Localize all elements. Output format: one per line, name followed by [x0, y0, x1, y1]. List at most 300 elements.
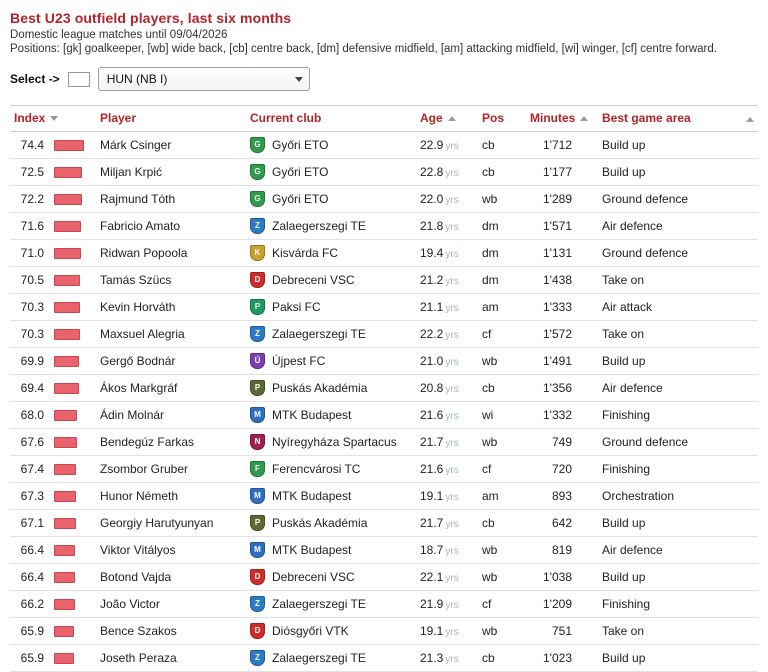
cell-age — [416, 186, 478, 213]
cell-club[interactable] — [246, 267, 416, 294]
best-game-area-value: Orchestration — [602, 489, 675, 503]
minutes-value: 1'572 — [543, 327, 572, 341]
column-header-best-game-area[interactable] — [598, 106, 758, 132]
club-name: Zalaegerszegi TE — [272, 651, 366, 665]
age-value: 21.7 — [420, 516, 444, 530]
column-label-minutes: Minutes — [530, 111, 576, 125]
club-crest-icon: N — [250, 434, 265, 450]
index-bar — [54, 302, 80, 313]
index-bar — [54, 437, 77, 448]
cell-best-game-area — [598, 132, 758, 159]
index-bar — [54, 518, 76, 529]
cell-age — [416, 294, 478, 321]
page-subtitle: Domestic league matches until 09/04/2026 — [10, 29, 228, 41]
position-value: wb — [482, 570, 498, 584]
age-value: 20.8 — [420, 381, 444, 395]
cell-index — [10, 456, 96, 483]
age-unit: yrs — [445, 465, 459, 476]
cell-minutes — [526, 564, 598, 591]
minutes-value: 1'712 — [543, 138, 572, 152]
club-name: Győri ETO — [272, 165, 329, 179]
table-row[interactable] — [10, 483, 758, 510]
cell-position — [478, 186, 526, 213]
cell-best-game-area — [598, 375, 758, 402]
best-game-area-value: Air attack — [602, 300, 653, 314]
cell-best-game-area — [598, 537, 758, 564]
index-value: 67.3 — [20, 489, 44, 503]
cell-minutes — [526, 213, 598, 240]
table-row[interactable] — [10, 510, 758, 537]
player-name: Hunor Németh — [100, 489, 179, 503]
page-title: Best U23 outfield players, last six months — [10, 10, 292, 26]
cell-player[interactable] — [96, 348, 246, 375]
table-row[interactable] — [10, 429, 758, 456]
position-value: cb — [482, 138, 495, 152]
club-name: MTK Budapest — [272, 543, 352, 557]
club-name: Győri ETO — [272, 138, 329, 152]
index-bar — [54, 356, 79, 367]
player-name: Ákos Markgráf — [100, 381, 178, 395]
cell-player[interactable] — [96, 429, 246, 456]
cell-index — [10, 348, 96, 375]
position-value: dm — [482, 219, 499, 233]
cell-index — [10, 240, 96, 267]
index-value: 70.3 — [20, 327, 44, 341]
cell-index — [10, 159, 96, 186]
player-name: Miljan Krpić — [100, 165, 163, 179]
club-crest-icon: Z — [250, 650, 265, 666]
age-unit: yrs — [445, 249, 459, 260]
best-game-area-value: Finishing — [602, 597, 651, 611]
position-value: wb — [482, 435, 498, 449]
index-value: 66.4 — [20, 570, 44, 584]
minutes-value: 749 — [551, 435, 572, 449]
select-label: Select -> — [10, 72, 60, 86]
cell-position — [478, 213, 526, 240]
column-header-minutes[interactable] — [526, 106, 598, 132]
cell-best-game-area — [598, 402, 758, 429]
position-value: dm — [482, 273, 499, 287]
cell-age — [416, 213, 478, 240]
column-label-index: Index — [14, 111, 46, 125]
position-value: cb — [482, 381, 495, 395]
club-crest-icon: D — [250, 272, 265, 288]
best-game-area-value: Ground defence — [602, 246, 689, 260]
best-game-area-value: Build up — [602, 570, 646, 584]
cell-age — [416, 537, 478, 564]
column-header-age[interactable] — [416, 106, 478, 132]
cell-age — [416, 267, 478, 294]
club-name: Paksi FC — [272, 300, 321, 314]
index-bar — [54, 383, 79, 394]
club-crest-icon: Ú — [250, 353, 265, 369]
hungary-flag-icon — [68, 72, 90, 87]
cell-age — [416, 375, 478, 402]
age-value: 21.3 — [420, 651, 444, 665]
cell-club[interactable] — [246, 348, 416, 375]
club-name: Debreceni VSC — [272, 273, 355, 287]
cell-player[interactable] — [96, 213, 246, 240]
position-value: cf — [482, 597, 492, 611]
index-value: 66.2 — [20, 597, 44, 611]
club-crest-icon: F — [250, 461, 265, 477]
best-game-area-value: Build up — [602, 651, 646, 665]
index-value: 72.5 — [20, 165, 44, 179]
index-value: 70.3 — [20, 300, 44, 314]
column-label-club: Current club — [250, 111, 322, 125]
position-value: wb — [482, 624, 498, 638]
minutes-value: 893 — [551, 489, 572, 503]
cell-best-game-area — [598, 348, 758, 375]
cell-age — [416, 132, 478, 159]
best-game-area-value: Take on — [602, 273, 645, 287]
table-row[interactable] — [10, 618, 758, 645]
minutes-value: 1'289 — [543, 192, 572, 206]
player-name: Kevin Horváth — [100, 300, 176, 314]
best-game-area-value: Take on — [602, 624, 645, 638]
table-row[interactable] — [10, 132, 758, 159]
age-value: 21.2 — [420, 273, 444, 287]
column-header-player[interactable] — [96, 106, 246, 132]
player-name: Georgiy Harutyunyan — [100, 516, 214, 530]
sort-desc-icon — [50, 116, 58, 121]
index-value: 68.0 — [20, 408, 44, 422]
index-bar — [54, 545, 75, 556]
sort-asc-icon — [746, 117, 754, 122]
cell-position — [478, 402, 526, 429]
club-name: Diósgyőri VTK — [272, 624, 349, 638]
index-bar — [54, 140, 84, 151]
age-unit: yrs — [445, 384, 459, 395]
minutes-value: 1'333 — [543, 300, 572, 314]
column-header-pos[interactable] — [478, 106, 526, 132]
minutes-value: 1'332 — [543, 408, 572, 422]
column-label-age: Age — [420, 111, 443, 125]
club-crest-icon: G — [250, 137, 265, 153]
cell-player[interactable] — [96, 645, 246, 672]
cell-position — [478, 159, 526, 186]
cell-best-game-area — [598, 240, 758, 267]
club-crest-icon: Z — [250, 596, 265, 612]
table-row[interactable] — [10, 267, 758, 294]
index-value: 72.2 — [20, 192, 44, 206]
minutes-value: 819 — [551, 543, 572, 557]
table-row[interactable] — [10, 213, 758, 240]
cell-player[interactable] — [96, 402, 246, 429]
age-value: 18.7 — [420, 543, 444, 557]
table-row[interactable] — [10, 348, 758, 375]
cell-position — [478, 564, 526, 591]
cell-age — [416, 510, 478, 537]
club-name: Győri ETO — [272, 192, 329, 206]
cell-age — [416, 564, 478, 591]
age-unit: yrs — [445, 411, 459, 422]
cell-age — [416, 402, 478, 429]
best-game-area-value: Ground defence — [602, 192, 689, 206]
age-value: 19.1 — [420, 624, 444, 638]
index-bar — [54, 167, 82, 178]
cell-minutes — [526, 159, 598, 186]
club-crest-icon: M — [250, 488, 265, 504]
age-unit: yrs — [445, 222, 459, 233]
club-crest-icon: D — [250, 623, 265, 639]
age-value: 21.0 — [420, 354, 444, 368]
cell-player[interactable] — [96, 267, 246, 294]
age-value: 22.0 — [420, 192, 444, 206]
minutes-value: 1'131 — [543, 246, 572, 260]
index-value: 65.9 — [20, 651, 44, 665]
cell-player[interactable] — [96, 618, 246, 645]
cell-index — [10, 429, 96, 456]
cell-position — [478, 348, 526, 375]
index-value: 67.4 — [20, 462, 44, 476]
cell-club[interactable] — [246, 483, 416, 510]
table-row[interactable] — [10, 564, 758, 591]
cell-player[interactable] — [96, 321, 246, 348]
cell-index — [10, 645, 96, 672]
column-header-club[interactable] — [246, 106, 416, 132]
player-name: Zsombor Gruber — [100, 462, 189, 476]
cell-best-game-area — [598, 483, 758, 510]
age-unit: yrs — [445, 546, 459, 557]
cell-age — [416, 591, 478, 618]
cell-minutes — [526, 267, 598, 294]
age-unit: yrs — [445, 654, 459, 665]
minutes-value: 720 — [551, 462, 572, 476]
cell-player[interactable] — [96, 537, 246, 564]
cell-position — [478, 294, 526, 321]
cell-club[interactable] — [246, 159, 416, 186]
age-unit: yrs — [445, 303, 459, 314]
cell-player[interactable] — [96, 159, 246, 186]
minutes-value: 1'038 — [543, 570, 572, 584]
best-game-area-value: Take on — [602, 327, 645, 341]
cell-club[interactable] — [246, 429, 416, 456]
cell-index — [10, 564, 96, 591]
table-row[interactable] — [10, 591, 758, 618]
cell-player[interactable] — [96, 456, 246, 483]
index-bar — [54, 194, 82, 205]
cell-club[interactable] — [246, 456, 416, 483]
club-name: MTK Budapest — [272, 408, 352, 422]
best-game-area-value: Build up — [602, 138, 646, 152]
cell-index — [10, 510, 96, 537]
cell-player[interactable] — [96, 240, 246, 267]
position-value: cb — [482, 516, 495, 530]
cell-index — [10, 591, 96, 618]
club-name: Puskás Akadémia — [272, 516, 368, 530]
cell-club[interactable] — [246, 294, 416, 321]
cell-position — [478, 618, 526, 645]
club-crest-icon: G — [250, 191, 265, 207]
cell-index — [10, 483, 96, 510]
cell-index — [10, 294, 96, 321]
cell-club[interactable] — [246, 375, 416, 402]
best-game-area-value: Air defence — [602, 381, 663, 395]
cell-position — [478, 510, 526, 537]
position-value: am — [482, 489, 499, 503]
cell-player[interactable] — [96, 483, 246, 510]
table-row[interactable] — [10, 159, 758, 186]
index-value: 67.6 — [20, 435, 44, 449]
best-game-area-value: Ground defence — [602, 435, 689, 449]
age-value: 21.7 — [420, 435, 444, 449]
table-row[interactable] — [10, 294, 758, 321]
minutes-value: 1'177 — [543, 165, 572, 179]
position-value: am — [482, 300, 499, 314]
cell-position — [478, 267, 526, 294]
cell-age — [416, 645, 478, 672]
cell-position — [478, 483, 526, 510]
cell-index — [10, 321, 96, 348]
table-row[interactable] — [10, 375, 758, 402]
best-game-area-value: Build up — [602, 516, 646, 530]
best-game-area-value: Air defence — [602, 543, 663, 557]
cell-age — [416, 159, 478, 186]
cell-club[interactable] — [246, 537, 416, 564]
table-header — [10, 106, 758, 132]
age-value: 19.1 — [420, 489, 444, 503]
minutes-value: 1'356 — [543, 381, 572, 395]
minutes-value: 1'438 — [543, 273, 572, 287]
cell-best-game-area — [598, 321, 758, 348]
age-unit: yrs — [445, 627, 459, 638]
club-name: Zalaegerszegi TE — [272, 597, 366, 611]
player-name: Ádin Molnár — [100, 408, 165, 422]
cell-best-game-area — [598, 429, 758, 456]
index-bar — [54, 599, 75, 610]
club-crest-icon: P — [250, 299, 265, 315]
index-bar — [54, 464, 76, 475]
index-bar — [54, 275, 80, 286]
player-name: Joseth Peraza — [100, 651, 177, 665]
cell-minutes — [526, 132, 598, 159]
best-game-area-value: Finishing — [602, 408, 651, 422]
table-row[interactable] — [10, 645, 758, 672]
player-name: Gergő Bodnár — [100, 354, 176, 368]
index-bar — [54, 329, 80, 340]
table-row[interactable] — [10, 456, 758, 483]
player-name: Botond Vajda — [100, 570, 172, 584]
cell-club[interactable] — [246, 402, 416, 429]
player-name: Bendegúz Farkas — [100, 435, 195, 449]
minutes-value: 1'571 — [543, 219, 572, 233]
club-crest-icon: K — [250, 245, 265, 261]
column-label-player: Player — [100, 111, 137, 125]
table-row[interactable] — [10, 537, 758, 564]
cell-age — [416, 483, 478, 510]
sort-asc-icon — [580, 116, 588, 121]
cell-index — [10, 267, 96, 294]
cell-position — [478, 132, 526, 159]
league-select-value: HUN (NB I) — [106, 72, 168, 86]
index-bar — [54, 491, 76, 502]
table-row[interactable] — [10, 240, 758, 267]
age-value: 22.8 — [420, 165, 444, 179]
index-bar — [54, 572, 75, 583]
age-unit: yrs — [445, 519, 459, 530]
position-value: cf — [482, 327, 492, 341]
cell-club[interactable] — [246, 564, 416, 591]
index-value: 67.1 — [20, 516, 44, 530]
age-value: 21.6 — [420, 408, 444, 422]
index-value: 65.9 — [20, 624, 44, 638]
cell-club[interactable] — [246, 186, 416, 213]
cell-club[interactable] — [246, 645, 416, 672]
cell-index — [10, 618, 96, 645]
index-value: 70.5 — [20, 273, 44, 287]
club-name: Nyíregyháza Spartacus — [272, 435, 397, 449]
age-unit: yrs — [445, 276, 459, 287]
cell-best-game-area — [598, 510, 758, 537]
cell-player[interactable] — [96, 186, 246, 213]
cell-player[interactable] — [96, 132, 246, 159]
club-name: Ferencvárosi TC — [272, 462, 361, 476]
cell-player[interactable] — [96, 375, 246, 402]
cell-best-game-area — [598, 294, 758, 321]
cell-age — [416, 618, 478, 645]
cell-minutes — [526, 483, 598, 510]
column-header-index[interactable] — [10, 106, 96, 132]
table-row[interactable] — [10, 321, 758, 348]
table-row[interactable] — [10, 186, 758, 213]
cell-minutes — [526, 591, 598, 618]
cell-club[interactable] — [246, 618, 416, 645]
age-unit: yrs — [445, 330, 459, 341]
cell-club[interactable] — [246, 240, 416, 267]
cell-age — [416, 240, 478, 267]
index-bar — [54, 653, 74, 664]
club-name: Újpest FC — [272, 354, 326, 368]
cell-minutes — [526, 240, 598, 267]
cell-minutes — [526, 618, 598, 645]
age-value: 21.8 — [420, 219, 444, 233]
age-unit: yrs — [445, 492, 459, 503]
cell-player[interactable] — [96, 564, 246, 591]
age-unit: yrs — [445, 438, 459, 449]
cell-player[interactable] — [96, 294, 246, 321]
cell-best-game-area — [598, 213, 758, 240]
cell-best-game-area — [598, 186, 758, 213]
cell-age — [416, 429, 478, 456]
position-legend: Positions: [gk] goalkeeper, [wb] wide back, [cb] centre back, [dm] defensive midfield, [am] attacking midfield, [wi] winger, [cf] centre forward. — [10, 43, 717, 55]
league-selector-row — [10, 67, 758, 91]
index-value: 69.4 — [20, 381, 44, 395]
best-game-area-value: Build up — [602, 165, 646, 179]
cell-position — [478, 429, 526, 456]
age-value: 21.9 — [420, 597, 444, 611]
cell-club[interactable] — [246, 591, 416, 618]
club-name: Zalaegerszegi TE — [272, 327, 366, 341]
club-crest-icon: Z — [250, 218, 265, 234]
cell-index — [10, 402, 96, 429]
league-select[interactable] — [98, 67, 310, 91]
cell-player[interactable] — [96, 591, 246, 618]
cell-index — [10, 537, 96, 564]
cell-minutes — [526, 645, 598, 672]
cell-club[interactable] — [246, 132, 416, 159]
minutes-value: 1'491 — [543, 354, 572, 368]
cell-player[interactable] — [96, 510, 246, 537]
table-row[interactable] — [10, 402, 758, 429]
minutes-value: 642 — [551, 516, 572, 530]
cell-best-game-area — [598, 159, 758, 186]
cell-club[interactable] — [246, 510, 416, 537]
cell-club[interactable] — [246, 321, 416, 348]
cell-club[interactable] — [246, 213, 416, 240]
age-unit: yrs — [445, 573, 459, 584]
cell-minutes — [526, 402, 598, 429]
